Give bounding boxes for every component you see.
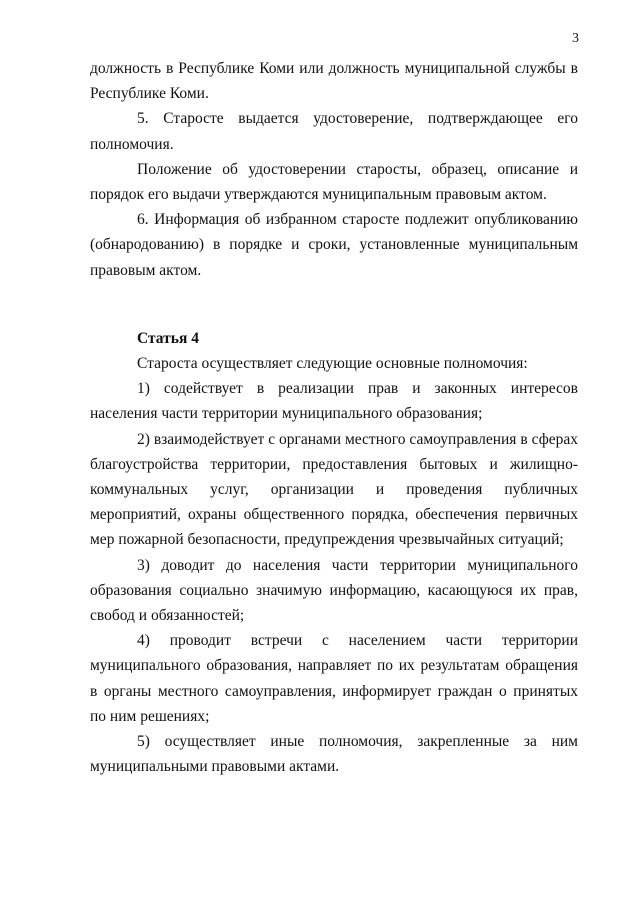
- paragraph-item-6: 6. Информация об избранном старосте подлежит опубликованию (обнародованию) в порядке и сроки, установленные муниципальным правовым актом.: [90, 211, 578, 279]
- paragraph-certificate-regulation: Положение об удостоверении старосты, образец, описание и порядок его выдачи утверждаются муниципальным правовым актом.: [90, 160, 578, 204]
- paragraph-powers-intro: Староста осуществляет следующие основные полномочия:: [137, 355, 528, 373]
- list-item-power-2: 2) взаимодействует с органами местного самоуправления в сферах благоустройства территории, предоставления бытовых и жилищно-коммунальных услуг, организации и проведения публичных мероприятий, охраны общественного порядка, обеспечения первичных мер пожарной безопасности, предупреждения чрезвычайных ситуаций;: [90, 430, 578, 549]
- paragraph-item-5: 5. Старосте выдается удостоверение, подтверждающее его полномочия.: [90, 110, 578, 153]
- page-number: 3: [572, 31, 579, 46]
- list-item-power-5: 5) осуществляет иные полномочия, закрепленные за ним муниципальными правовыми актами.: [90, 733, 578, 776]
- list-item-power-4: 4) проводит встречи с населением части территории муниципального образования, направляет по их результатам обращения в органы местного самоуправления, информирует граждан о принятых по ним решениях;: [90, 632, 578, 725]
- list-item-power-1: 1) содействует в реализации прав и законных интересов населения части территории муниципального образования;: [90, 380, 578, 423]
- document-body: [90, 56, 578, 779]
- paragraph-continuation: должность в Республике Коми или должность муниципальной службы в Республике Коми.: [90, 60, 578, 103]
- list-item-power-3: 3) доводит до населения части территории муниципального образования социально значимую информацию, касающуюся их прав, свобод и обязанностей;: [90, 556, 578, 625]
- article-heading: Статья 4: [137, 329, 199, 347]
